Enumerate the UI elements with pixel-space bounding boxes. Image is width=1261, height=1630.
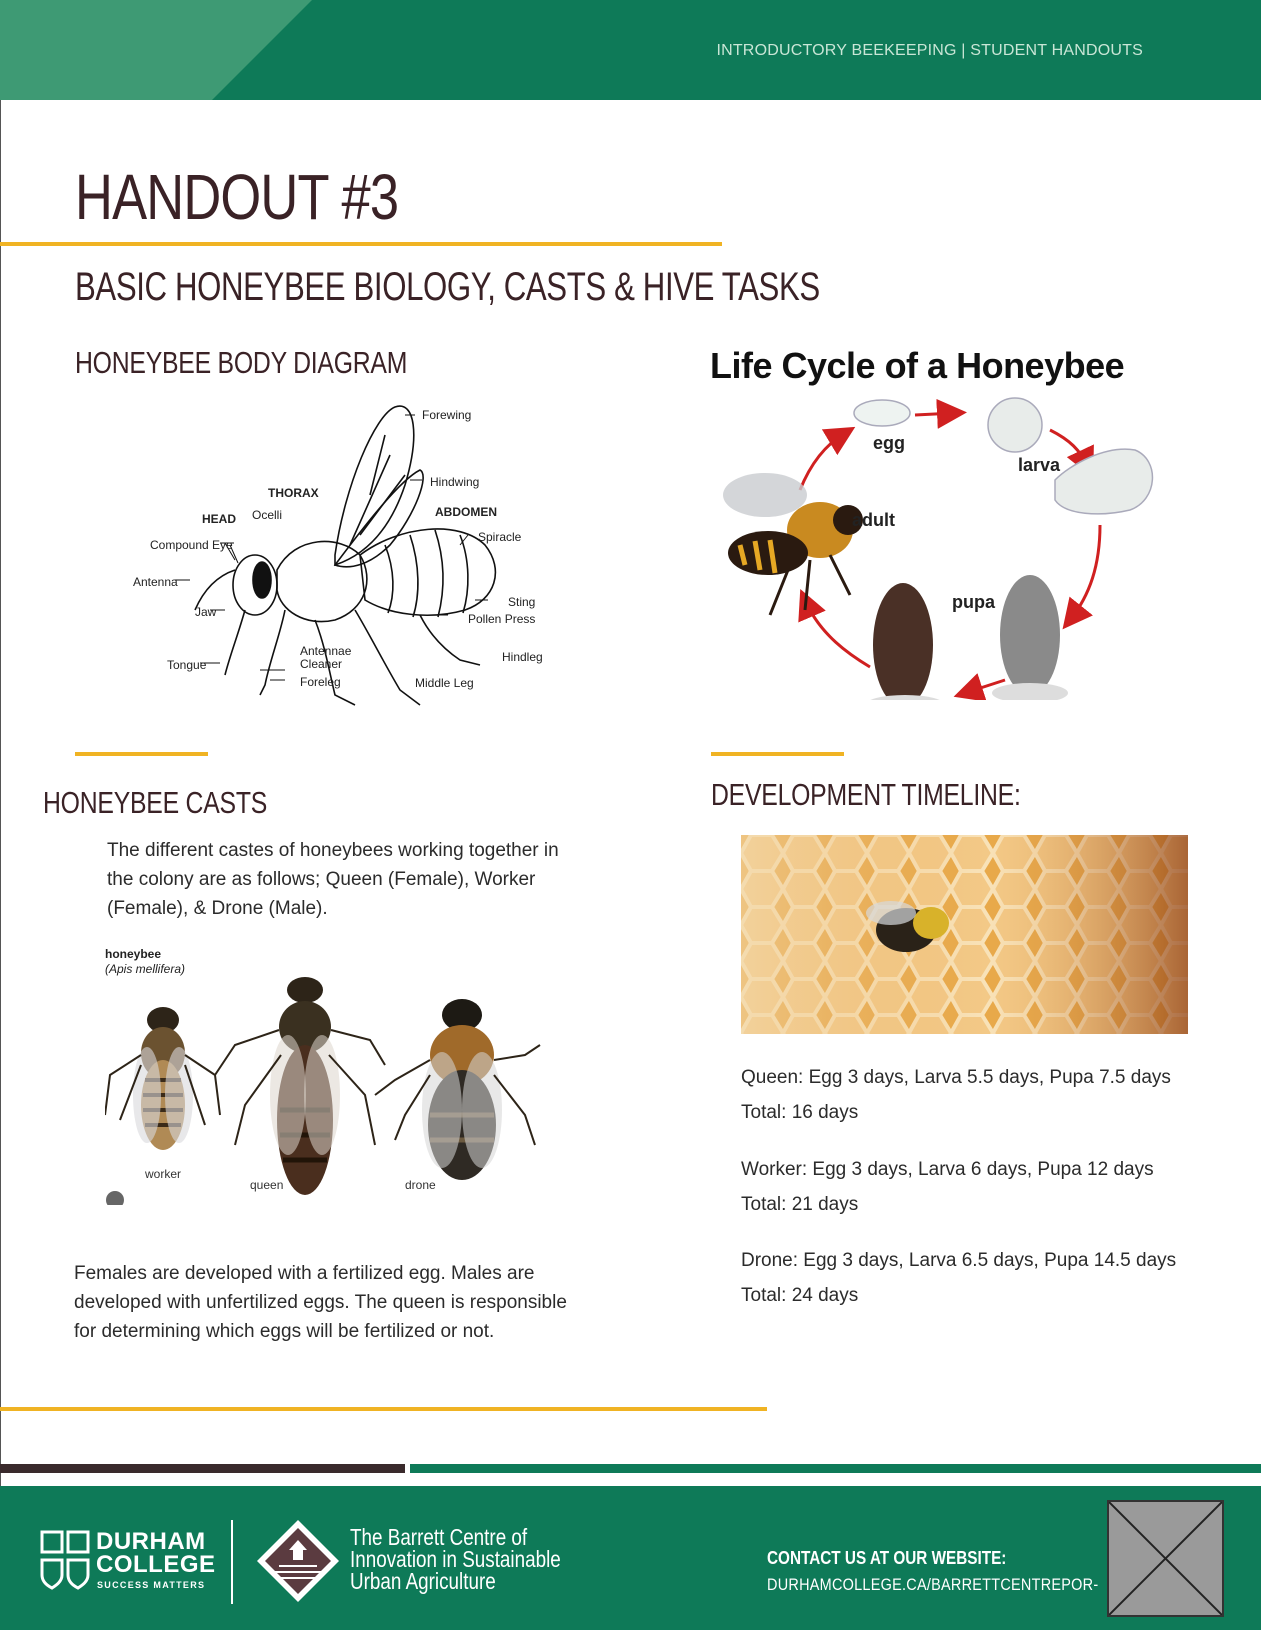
label-middle-leg: Middle Leg <box>415 676 474 690</box>
timeline-queen-line: Queen: Egg 3 days, Larva 5.5 days, Pupa 7.5 days <box>741 1067 1171 1088</box>
placeholder-cross-icon <box>1109 1502 1222 1615</box>
castes-label-worker: worker <box>145 1167 182 1181</box>
label-antenna: Antenna <box>133 575 178 589</box>
footer-green-bar <box>410 1464 1261 1473</box>
label-hindwing: Hindwing <box>430 475 480 489</box>
timeline-worker-line: Worker: Egg 3 days, Larva 6 days, Pupa 12 days <box>741 1159 1154 1180</box>
stage-larva: larva <box>1018 455 1061 475</box>
casts-note: Females are developed with a fertilized egg. Males are developed with unfertilized eggs. The queen is responsible for determining which eggs will be fertilized or not. <box>74 1263 567 1342</box>
header-text: INTRODUCTORY BEEKEEPING | STUDENT HANDOUTS <box>716 42 1143 59</box>
body-diagram-heading: HONEYBEE BODY DIAGRAM <box>75 345 408 380</box>
durham-college-logo[interactable] <box>40 1530 215 1592</box>
honeycomb-illustration <box>741 835 1188 1034</box>
castes-figure-latin: (Apis mellifera) <box>105 962 186 976</box>
label-abdomen: ABDOMEN <box>435 505 497 519</box>
castes-label-queen: queen <box>250 1178 284 1192</box>
label-forewing: Forewing <box>422 408 472 422</box>
castes-label-drone: drone <box>405 1178 436 1192</box>
header-accent-shape <box>0 0 320 100</box>
bee-outline-drawing <box>120 395 580 730</box>
timeline-drone-total: Total: 24 days <box>741 1285 859 1306</box>
barrett-centre-emblem-icon[interactable] <box>255 1518 341 1604</box>
timeline-entry-drone <box>741 1243 1201 1313</box>
stage-adult: adult <box>852 510 895 530</box>
durham-name-line1: DURHAM <box>96 1528 206 1555</box>
timeline-queen-total: Total: 16 days <box>741 1102 859 1123</box>
durham-tagline: SUCCESS MATTERS <box>97 1580 206 1590</box>
honeybee-body-diagram <box>120 395 580 730</box>
label-thorax: THORAX <box>268 486 319 500</box>
contact-url-link[interactable]: DURHAMCOLLEGE.CA/BARRETTCENTREPOR- <box>767 1575 1099 1594</box>
castes-figure-title: honeybee <box>105 947 162 961</box>
image-placeholder <box>1107 1500 1224 1617</box>
label-pollen-press: Pollen Press <box>468 612 536 626</box>
page-subtitle: BASIC HONEYBEE BIOLOGY, CASTS & HIVE TASKS <box>75 265 820 309</box>
label-compound-eye: Compound Eye <box>150 538 233 552</box>
life-cycle-figure <box>710 340 1190 700</box>
timeline-entry-worker <box>741 1152 1201 1222</box>
page-title: HANDOUT #3 <box>75 161 399 233</box>
life-cycle-illustration <box>710 395 1190 700</box>
timeline-heading: DEVELOPMENT TIMELINE: <box>711 777 1021 812</box>
honeycomb-photo <box>741 835 1188 1034</box>
label-foreleg: Foreleg <box>300 675 341 689</box>
label-jaw: Jaw <box>195 605 217 619</box>
timeline-worker-total: Total: 21 days <box>741 1194 859 1215</box>
timeline-entry-queen <box>741 1060 1201 1130</box>
label-tongue: Tongue <box>167 658 207 672</box>
stage-egg: egg <box>873 433 906 453</box>
timeline-accent-line <box>711 752 844 756</box>
durham-shield-icon <box>40 1530 90 1590</box>
castes-figure <box>105 945 565 1205</box>
title-underline <box>0 242 722 246</box>
bottom-accent-line <box>0 1407 767 1411</box>
castes-illustration <box>105 945 565 1205</box>
contact-label: CONTACT US AT OUR WEBSITE: <box>767 1548 1007 1568</box>
life-cycle-title: Life Cycle of a Honeybee <box>710 345 1125 386</box>
label-spiracle: Spiracle <box>478 530 522 544</box>
footer-dark-bar <box>0 1464 405 1473</box>
label-antennae-cleaner: Antennae Cleaner <box>300 644 352 671</box>
label-head: HEAD <box>202 512 237 526</box>
timeline-drone-line: Drone: Egg 3 days, Larva 6.5 days, Pupa 14.5 days <box>741 1250 1177 1271</box>
label-hindleg: Hindleg <box>502 650 543 664</box>
durham-name-line2: COLLEGE <box>96 1551 216 1578</box>
casts-intro: The different castes of honeybees working together in the colony are as follows; Queen (Female), Worker (Female), & Drone (Male). <box>107 840 559 919</box>
stage-pupa: pupa <box>952 592 995 612</box>
casts-heading: HONEYBEE CASTS <box>43 785 268 820</box>
barrett-centre-name: The Barrett Centre of Innovation in Sustainable Urban Agriculture <box>350 1524 561 1594</box>
footer-divider <box>231 1520 233 1604</box>
label-ocelli: Ocelli <box>252 508 283 522</box>
casts-accent-line <box>75 752 208 756</box>
label-sting: Sting <box>508 595 536 609</box>
page-border <box>0 100 1 1486</box>
